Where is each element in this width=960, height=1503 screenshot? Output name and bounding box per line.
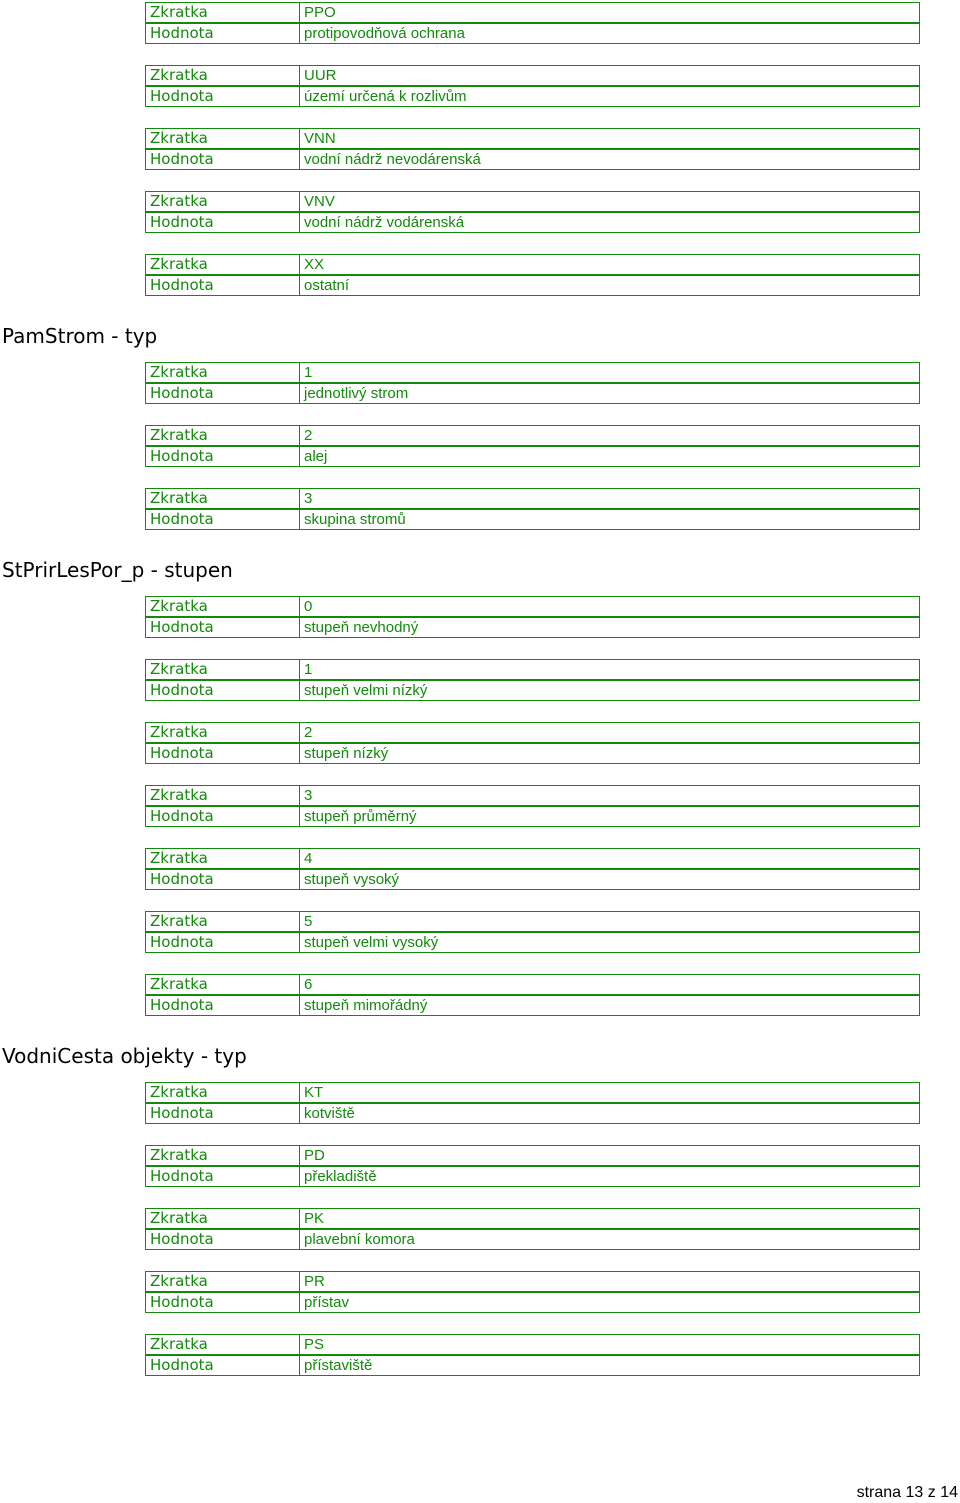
code-row — [145, 596, 920, 617]
value-row — [145, 23, 920, 44]
value-row — [145, 1229, 920, 1250]
code-row-label: Zkratka — [150, 363, 208, 381]
code-row-value: 1 — [304, 661, 313, 678]
code-row-value: 3 — [304, 787, 313, 804]
value-row-value: jednotlivý strom — [304, 385, 409, 402]
code-row-value: 1 — [304, 364, 313, 381]
code-row-label: Zkratka — [150, 786, 208, 804]
value-row — [145, 1292, 920, 1313]
code-row — [145, 425, 920, 446]
code-row-value: 5 — [304, 913, 313, 930]
code-row-label: Zkratka — [150, 255, 208, 273]
value-row-label: Hodnota — [150, 1104, 214, 1122]
value-row — [145, 212, 920, 233]
value-row-label: Hodnota — [150, 213, 214, 231]
code-record — [145, 1082, 920, 1124]
code-row-label: Zkratka — [150, 1146, 208, 1164]
value-row-value: území určená k rozlivům — [304, 88, 467, 105]
code-row-label: Zkratka — [150, 1335, 208, 1353]
value-row-value: vodní nádrž vodárenská — [304, 214, 465, 231]
code-row-value: PR — [304, 1273, 325, 1290]
code-row-label: Zkratka — [150, 849, 208, 867]
code-row-value: PK — [304, 1210, 325, 1227]
code-row — [145, 2, 920, 23]
code-row — [145, 254, 920, 275]
code-row-value: 4 — [304, 850, 313, 867]
value-row-label: Hodnota — [150, 1356, 214, 1374]
code-row-value: PS — [304, 1336, 325, 1353]
code-record — [145, 722, 920, 764]
value-row — [145, 509, 920, 530]
value-row-label: Hodnota — [150, 933, 214, 951]
value-row — [145, 1355, 920, 1376]
code-row-value: 2 — [304, 724, 313, 741]
value-row — [145, 995, 920, 1016]
code-row — [145, 659, 920, 680]
code-row — [145, 65, 920, 86]
code-row-label: Zkratka — [150, 3, 208, 21]
code-row — [145, 488, 920, 509]
code-row-label: Zkratka — [150, 975, 208, 993]
code-row-value: 6 — [304, 976, 313, 993]
value-row — [145, 743, 920, 764]
value-row-label: Hodnota — [150, 681, 214, 699]
value-row-label: Hodnota — [150, 744, 214, 762]
value-row-value: protipovodňová ochrana — [304, 25, 465, 42]
code-record — [145, 974, 920, 1016]
code-row — [145, 1145, 920, 1166]
code-record — [145, 596, 920, 638]
code-record — [145, 65, 920, 107]
code-record — [145, 425, 920, 467]
code-row-value: XX — [304, 256, 325, 273]
code-row-label: Zkratka — [150, 192, 208, 210]
section-title: StPrirLesPor_p - stupen — [2, 558, 233, 582]
value-row — [145, 932, 920, 953]
value-row-value: stupeň velmi nízký — [304, 682, 428, 699]
code-row-value: VNV — [304, 193, 335, 210]
code-record — [145, 128, 920, 170]
section-title: PamStrom - typ — [2, 324, 158, 348]
value-row — [145, 275, 920, 296]
code-row-value: 3 — [304, 490, 313, 507]
value-row-value: přístaviště — [304, 1357, 373, 1374]
value-row — [145, 383, 920, 404]
code-row-value: VNN — [304, 130, 336, 147]
value-row-label: Hodnota — [150, 1293, 214, 1311]
value-row-value: stupeň nízký — [304, 745, 389, 762]
code-row-label: Zkratka — [150, 1209, 208, 1227]
code-row-label: Zkratka — [150, 912, 208, 930]
value-row-value: stupeň vysoký — [304, 871, 400, 888]
value-row-label: Hodnota — [150, 87, 214, 105]
code-record — [145, 254, 920, 296]
code-record — [145, 362, 920, 404]
value-row-value: překladiště — [304, 1168, 377, 1185]
value-row-label: Hodnota — [150, 1230, 214, 1248]
code-row — [145, 848, 920, 869]
code-row — [145, 722, 920, 743]
code-row-value: 2 — [304, 427, 313, 444]
value-row — [145, 446, 920, 467]
code-row-value: PPO — [304, 4, 336, 21]
code-record — [145, 488, 920, 530]
value-row-label: Hodnota — [150, 150, 214, 168]
value-row-value: plavební komora — [304, 1231, 415, 1248]
code-row-label: Zkratka — [150, 1272, 208, 1290]
value-row-value: vodní nádrž nevodárenská — [304, 151, 481, 168]
code-row — [145, 1334, 920, 1355]
code-row — [145, 1082, 920, 1103]
code-record — [145, 1208, 920, 1250]
code-record — [145, 785, 920, 827]
value-row-label: Hodnota — [150, 1167, 214, 1185]
value-row — [145, 1166, 920, 1187]
code-record — [145, 1145, 920, 1187]
value-row-value: kotviště — [304, 1105, 355, 1122]
code-record — [145, 911, 920, 953]
code-record — [145, 848, 920, 890]
code-row-label: Zkratka — [150, 489, 208, 507]
value-row-value: skupina stromů — [304, 511, 406, 528]
value-row-label: Hodnota — [150, 276, 214, 294]
value-row-label: Hodnota — [150, 384, 214, 402]
code-record — [145, 659, 920, 701]
value-row — [145, 680, 920, 701]
code-row-label: Zkratka — [150, 66, 208, 84]
code-row-label: Zkratka — [150, 129, 208, 147]
value-row-value: stupeň mimořádný — [304, 997, 428, 1014]
value-row — [145, 86, 920, 107]
value-row — [145, 149, 920, 170]
code-row — [145, 128, 920, 149]
page-number: strana 13 z 14 — [856, 1484, 958, 1501]
code-row-value: UUR — [304, 67, 337, 84]
value-row-value: stupeň průměrný — [304, 808, 417, 825]
value-row-label: Hodnota — [150, 24, 214, 42]
code-row-label: Zkratka — [150, 597, 208, 615]
value-row-label: Hodnota — [150, 618, 214, 636]
code-row-label: Zkratka — [150, 660, 208, 678]
value-row-value: stupeň velmi vysoký — [304, 934, 439, 951]
value-row-label: Hodnota — [150, 870, 214, 888]
code-row-value: 0 — [304, 598, 313, 615]
code-row — [145, 362, 920, 383]
code-record — [145, 1334, 920, 1376]
value-row-value: alej — [304, 448, 328, 465]
value-row-label: Hodnota — [150, 996, 214, 1014]
code-row — [145, 191, 920, 212]
code-record — [145, 191, 920, 233]
code-record — [145, 2, 920, 44]
value-row-value: ostatní — [304, 277, 350, 294]
code-row — [145, 974, 920, 995]
value-row-label: Hodnota — [150, 807, 214, 825]
code-row-label: Zkratka — [150, 1083, 208, 1101]
code-row — [145, 1208, 920, 1229]
value-row — [145, 869, 920, 890]
code-row — [145, 785, 920, 806]
code-row — [145, 911, 920, 932]
value-row-label: Hodnota — [150, 510, 214, 528]
code-row-value: PD — [304, 1147, 325, 1164]
section-title: VodniCesta objekty - typ — [2, 1044, 247, 1068]
value-row — [145, 617, 920, 638]
value-row-value: stupeň nevhodný — [304, 619, 419, 636]
value-row — [145, 1103, 920, 1124]
value-row-value: přístav — [304, 1294, 350, 1311]
value-row — [145, 806, 920, 827]
value-row-label: Hodnota — [150, 447, 214, 465]
code-row-value: KT — [304, 1084, 324, 1101]
code-row-label: Zkratka — [150, 426, 208, 444]
code-row — [145, 1271, 920, 1292]
code-record — [145, 1271, 920, 1313]
code-row-label: Zkratka — [150, 723, 208, 741]
